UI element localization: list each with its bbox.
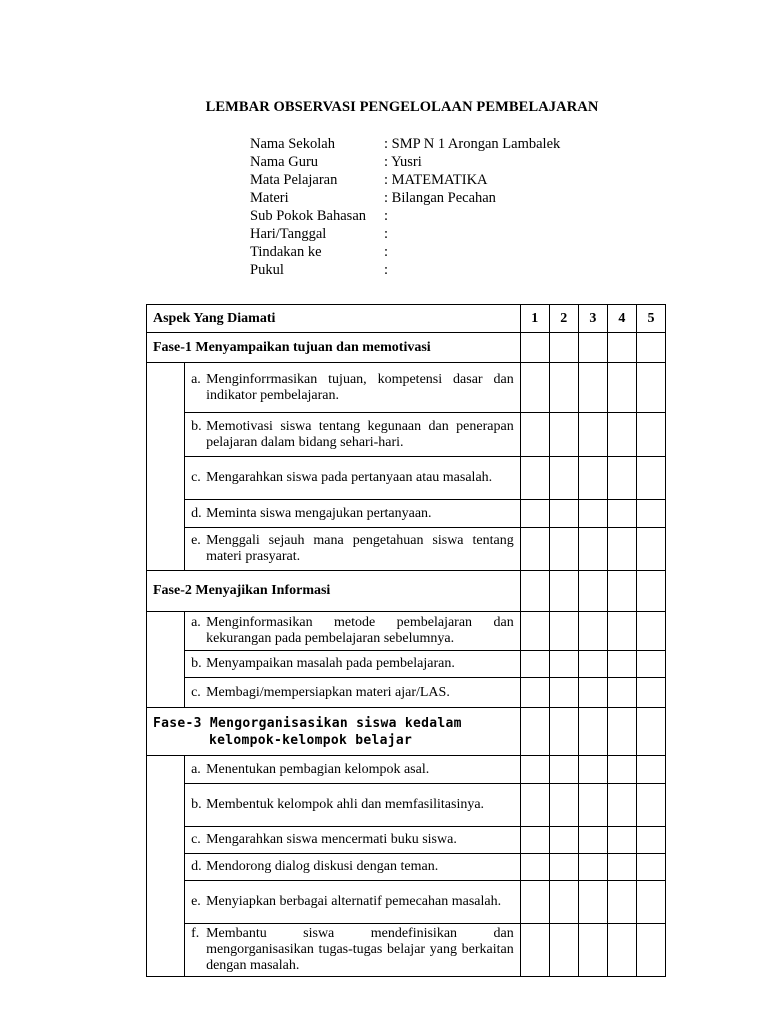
table-row [147, 363, 666, 413]
score-cell[interactable] [549, 528, 578, 571]
info-row-action [250, 243, 560, 261]
score-cell[interactable] [520, 756, 549, 784]
score-cell[interactable] [549, 363, 578, 413]
phase-3-title-line2: kelompok-kelompok belajar [209, 732, 413, 748]
item-text: Membantu siswa mendefinisikan dan mengorganisasikan tugas-tugas belajar yang berkaitan dengan masalah. [206, 926, 514, 973]
item-text: Mengarahkan siswa pada pertanyaan atau masalah. [206, 470, 493, 485]
score-cell[interactable] [578, 881, 607, 924]
score-cell[interactable] [520, 457, 549, 500]
info-value: : Bilangan Pecahan [384, 190, 496, 206]
phase-2-title: Fase-2 Menyajikan Informasi [147, 571, 521, 612]
item-text: Memotivasi siswa tentang kegunaan dan penerapan pelajaran dalam bidang sehari-hari. [206, 418, 514, 450]
info-label: Nama Guru [250, 154, 319, 170]
score-cell[interactable] [636, 784, 665, 827]
observation-table [146, 304, 666, 977]
score-cell[interactable] [636, 881, 665, 924]
score-cell[interactable] [520, 854, 549, 881]
score-cell[interactable] [549, 854, 578, 881]
score-cell[interactable] [636, 612, 665, 651]
info-row-date [250, 225, 560, 243]
item-text: Menentukan pembagian kelompok asal. [206, 761, 430, 777]
table-row [147, 827, 666, 854]
score-cell[interactable] [549, 881, 578, 924]
score-cell[interactable] [520, 678, 549, 708]
score-cell[interactable] [549, 784, 578, 827]
score-cell[interactable] [578, 678, 607, 708]
item-marker: c. [191, 470, 201, 485]
score-cell[interactable] [607, 678, 636, 708]
score-cell[interactable] [607, 457, 636, 500]
score-cell[interactable] [607, 571, 636, 612]
info-row-school [250, 135, 560, 153]
table-row [147, 651, 666, 678]
indent-cell [147, 612, 185, 708]
info-label: Pukul [250, 262, 284, 278]
item-marker: e. [191, 533, 201, 548]
phase-3-title-line1: Fase-3 Mengorganisasikan siswa kedalam [153, 715, 462, 731]
score-cell[interactable] [520, 363, 549, 413]
score-cell[interactable] [607, 363, 636, 413]
score-cell[interactable] [549, 457, 578, 500]
info-value: : SMP N 1 Arongan Lambalek [384, 136, 561, 152]
score-cell[interactable] [578, 612, 607, 651]
table-row [147, 881, 666, 924]
item-cell [185, 612, 521, 651]
item-cell [185, 363, 521, 413]
item-marker: a. [191, 761, 201, 777]
phase-3-title [147, 708, 521, 756]
score-cell[interactable] [520, 784, 549, 827]
score-cell[interactable] [636, 827, 665, 854]
phase-row [147, 571, 666, 612]
item-marker: a. [191, 371, 201, 387]
item-cell [185, 678, 521, 708]
item-marker: d. [191, 859, 202, 874]
item-marker: b. [191, 656, 202, 671]
indent-cell [147, 756, 185, 977]
item-text: Menginformasikan metode pembelajaran dan kekurangan pada pembelajaran sebelumnya. [206, 615, 514, 646]
table-row [147, 784, 666, 827]
score-cell[interactable] [549, 571, 578, 612]
score-cell[interactable] [607, 528, 636, 571]
phase-row [147, 708, 666, 756]
document-title: LEMBAR OBSERVASI PENGELOLAAN PEMBELAJARAN [205, 99, 599, 115]
score-cell[interactable] [578, 784, 607, 827]
item-marker: b. [191, 418, 202, 434]
score-cell[interactable] [607, 854, 636, 881]
score-cell[interactable] [636, 528, 665, 571]
score-cell[interactable] [636, 651, 665, 678]
info-label: Mata Pelajaran [250, 172, 338, 188]
item-text: Menginforrmasikan tujuan, kompetensi dasar dan indikator pembelajaran. [206, 371, 514, 403]
info-row-time [250, 261, 560, 279]
info-value: : [384, 262, 389, 278]
info-label: Tindakan ke [250, 244, 322, 260]
info-row-subtopic [250, 207, 560, 225]
item-text: Mengarahkan siswa mencermati buku siswa. [206, 832, 457, 847]
score-cell[interactable] [520, 651, 549, 678]
score-cell[interactable] [636, 333, 665, 363]
score-cell[interactable] [636, 708, 665, 756]
score-header-5: 5 [636, 305, 665, 333]
score-cell[interactable] [607, 500, 636, 528]
info-row-subject [250, 171, 560, 189]
score-cell[interactable] [578, 413, 607, 457]
info-value: : [384, 226, 389, 242]
score-cell[interactable] [578, 528, 607, 571]
item-cell [185, 457, 521, 500]
score-cell[interactable] [520, 333, 549, 363]
item-marker: a. [191, 615, 201, 630]
score-cell[interactable] [607, 756, 636, 784]
info-row-teacher [250, 153, 560, 171]
phase-1-title: Fase-1 Menyampaikan tujuan dan memotivasi [147, 333, 521, 363]
item-cell [185, 413, 521, 457]
info-value: : MATEMATIKA [384, 172, 488, 188]
score-cell[interactable] [636, 678, 665, 708]
score-cell[interactable] [578, 924, 607, 977]
score-cell[interactable] [549, 651, 578, 678]
score-cell[interactable] [578, 827, 607, 854]
score-cell[interactable] [636, 500, 665, 528]
score-cell[interactable] [578, 571, 607, 612]
info-value: : [384, 208, 389, 224]
score-header-2: 2 [549, 305, 578, 333]
item-cell [185, 528, 521, 571]
table-row [147, 678, 666, 708]
item-cell [185, 827, 521, 854]
item-text: Menggali sejauh mana pengetahuan siswa tentang materi prasyarat. [206, 533, 514, 564]
score-cell[interactable] [549, 678, 578, 708]
table-header-row [147, 305, 666, 333]
info-block [250, 135, 560, 279]
table-row [147, 500, 666, 528]
score-cell[interactable] [636, 363, 665, 413]
score-cell[interactable] [578, 363, 607, 413]
item-cell [185, 881, 521, 924]
score-cell[interactable] [549, 612, 578, 651]
item-text: Menyampaikan masalah pada pembelajaran. [206, 656, 455, 671]
score-cell[interactable] [636, 457, 665, 500]
score-cell[interactable] [636, 854, 665, 881]
score-cell[interactable] [520, 413, 549, 457]
item-cell [185, 924, 521, 977]
indent-cell [147, 363, 185, 571]
score-cell[interactable] [549, 756, 578, 784]
item-marker: c. [191, 832, 201, 847]
score-header-3: 3 [578, 305, 607, 333]
table-row [147, 612, 666, 651]
item-cell [185, 784, 521, 827]
item-cell [185, 500, 521, 528]
item-text: Membagi/mempersiapkan materi ajar/LAS. [206, 684, 450, 700]
score-cell[interactable] [607, 651, 636, 678]
score-cell[interactable] [578, 457, 607, 500]
item-cell [185, 651, 521, 678]
score-cell[interactable] [636, 756, 665, 784]
score-cell[interactable] [549, 333, 578, 363]
score-cell[interactable] [578, 651, 607, 678]
score-cell[interactable] [520, 924, 549, 977]
info-label: Materi [250, 190, 289, 206]
item-marker: b. [191, 797, 202, 812]
score-cell[interactable] [607, 924, 636, 977]
table-row [147, 413, 666, 457]
item-text: Meminta siswa mengajukan pertanyaan. [206, 505, 432, 521]
info-label: Nama Sekolah [250, 136, 335, 152]
score-cell[interactable] [520, 571, 549, 612]
score-cell[interactable] [549, 827, 578, 854]
item-cell [185, 756, 521, 784]
item-text: Mendorong dialog diskusi dengan teman. [206, 859, 439, 874]
info-label: Sub Pokok Bahasan [250, 208, 366, 224]
item-marker: f. [191, 926, 200, 941]
item-marker: d. [191, 505, 202, 521]
score-cell[interactable] [578, 708, 607, 756]
table-row [147, 854, 666, 881]
score-cell[interactable] [549, 708, 578, 756]
score-cell[interactable] [549, 413, 578, 457]
score-cell[interactable] [607, 881, 636, 924]
score-cell[interactable] [520, 881, 549, 924]
item-marker: e. [191, 894, 201, 909]
header-aspect: Aspek Yang Diamati [147, 305, 521, 333]
score-cell[interactable] [578, 854, 607, 881]
score-cell[interactable] [549, 500, 578, 528]
score-cell[interactable] [607, 333, 636, 363]
score-cell[interactable] [578, 500, 607, 528]
info-label: Hari/Tanggal [250, 226, 327, 242]
table-row [147, 457, 666, 500]
score-header-1: 1 [520, 305, 549, 333]
score-cell[interactable] [607, 612, 636, 651]
info-value: : Yusri [384, 154, 422, 170]
table-row [147, 756, 666, 784]
score-header-4: 4 [607, 305, 636, 333]
score-cell[interactable] [607, 413, 636, 457]
score-cell[interactable] [520, 708, 549, 756]
score-cell[interactable] [636, 924, 665, 977]
table-row [147, 924, 666, 977]
score-cell[interactable] [578, 756, 607, 784]
item-cell [185, 854, 521, 881]
score-cell[interactable] [607, 827, 636, 854]
item-text: Membentuk kelompok ahli dan memfasilitasinya. [206, 797, 485, 812]
score-cell[interactable] [549, 924, 578, 977]
score-cell[interactable] [607, 784, 636, 827]
score-cell[interactable] [578, 333, 607, 363]
score-cell[interactable] [607, 708, 636, 756]
info-row-material [250, 189, 560, 207]
score-cell[interactable] [636, 413, 665, 457]
phase-row [147, 333, 666, 363]
table-row [147, 528, 666, 571]
info-value: : [384, 244, 389, 260]
score-cell[interactable] [636, 571, 665, 612]
score-cell[interactable] [520, 612, 549, 651]
score-cell[interactable] [520, 528, 549, 571]
item-marker: c. [191, 684, 201, 700]
score-cell[interactable] [520, 827, 549, 854]
score-cell[interactable] [520, 500, 549, 528]
item-text: Menyiapkan berbagai alternatif pemecahan masalah. [206, 894, 502, 909]
